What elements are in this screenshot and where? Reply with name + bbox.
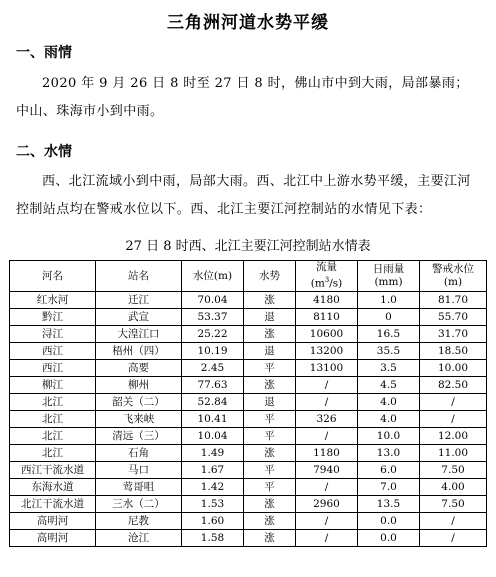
table-row [10, 343, 487, 360]
cell-river: 柳江 [10, 377, 96, 394]
cell-rainfall: 10.0 [358, 428, 420, 445]
cell-warning-level: 7.50 [420, 496, 487, 513]
cell-trend: 退 [244, 309, 296, 326]
cell-river: 北江 [10, 411, 96, 428]
cell-trend: 涨 [244, 292, 296, 309]
table-row [10, 462, 487, 479]
header-flow: 流量 $(m^3/s)$ [296, 261, 358, 292]
cell-water-level: 25.22 [182, 326, 244, 343]
cell-river: 北江 [10, 428, 96, 445]
cell-river: 红水河 [10, 292, 96, 309]
cell-rainfall: 4.5 [358, 377, 420, 394]
cell-station: 莺哥咀 [96, 479, 182, 496]
cell-warning-level: / [420, 394, 487, 411]
table-body [10, 292, 487, 547]
cell-trend: 平 [244, 411, 296, 428]
section-heading-water: 二、水情 [16, 144, 72, 160]
cell-warning-level: 18.50 [420, 343, 487, 360]
cell-water-level: 1.49 [182, 445, 244, 462]
cell-station: 武宣 [96, 309, 182, 326]
cell-rainfall: 35.5 [358, 343, 420, 360]
water-status-table [9, 260, 487, 547]
table-header-row [10, 261, 487, 292]
document-title: 三角洲河道水势平缓 [167, 13, 329, 33]
cell-flow: / [296, 479, 358, 496]
cell-water-level: 1.58 [182, 530, 244, 547]
cell-warning-level: 7.50 [420, 462, 487, 479]
cell-trend: 平 [244, 428, 296, 445]
cell-river: 浔江 [10, 326, 96, 343]
cell-rainfall: 13.5 [358, 496, 420, 513]
cell-warning-level: 55.70 [420, 309, 487, 326]
table-row [10, 394, 487, 411]
cell-river: 西江干流水道 [10, 462, 96, 479]
cell-river: 北江 [10, 445, 96, 462]
cell-warning-level: / [420, 513, 487, 530]
header-river: 河名 [10, 261, 96, 292]
cell-flow: 2960 [296, 496, 358, 513]
cell-warning-level: 12.00 [420, 428, 487, 445]
table-row [10, 513, 487, 530]
cell-water-level: 1.42 [182, 479, 244, 496]
table-row [10, 445, 487, 462]
cell-flow: 13100 [296, 360, 358, 377]
cell-station: 柳州 [96, 377, 182, 394]
cell-rainfall: 0 [358, 309, 420, 326]
cell-river: 西江 [10, 360, 96, 377]
cell-flow: / [296, 513, 358, 530]
cell-station: 三水（二） [96, 496, 182, 513]
cell-water-level: 1.53 [182, 496, 244, 513]
cell-rainfall: 6.0 [358, 462, 420, 479]
cell-flow: / [296, 530, 358, 547]
cell-station: 马口 [96, 462, 182, 479]
table-row [10, 326, 487, 343]
cell-water-level: 77.63 [182, 377, 244, 394]
cell-station: 韶关（二） [96, 394, 182, 411]
cell-river: 高明河 [10, 530, 96, 547]
cell-river: 黔江 [10, 309, 96, 326]
cell-flow: 8110 [296, 309, 358, 326]
cell-station: 迁江 [96, 292, 182, 309]
cell-station: 清远（三） [96, 428, 182, 445]
table-row [10, 428, 487, 445]
cell-river: 北江 [10, 394, 96, 411]
cell-trend: 涨 [244, 496, 296, 513]
cell-river: 西江 [10, 343, 96, 360]
cell-trend: 涨 [244, 513, 296, 530]
cell-water-level: 10.04 [182, 428, 244, 445]
cell-rainfall: 3.5 [358, 360, 420, 377]
cell-station: 高要 [96, 360, 182, 377]
cell-warning-level: 81.70 [420, 292, 487, 309]
table-row [10, 377, 487, 394]
section-heading-rain: 一、雨情 [16, 45, 72, 61]
cell-warning-level: 31.70 [420, 326, 487, 343]
cell-flow: 326 [296, 411, 358, 428]
table-row [10, 530, 487, 547]
cell-flow: / [296, 394, 358, 411]
cell-station: 梧州（四） [96, 343, 182, 360]
cell-river: 北江干流水道 [10, 496, 96, 513]
table-row [10, 360, 487, 377]
cell-water-level: 1.67 [182, 462, 244, 479]
cell-flow: 4180 [296, 292, 358, 309]
cell-flow: 1180 [296, 445, 358, 462]
header-level: 水位(m) [182, 261, 244, 292]
cell-station: 飞来峡 [96, 411, 182, 428]
cell-flow: / [296, 377, 358, 394]
header-trend: 水势 [244, 261, 296, 292]
cell-trend: 涨 [244, 326, 296, 343]
cell-warning-level: / [420, 411, 487, 428]
cell-water-level: 2.45 [182, 360, 244, 377]
cell-river: 高明河 [10, 513, 96, 530]
cell-water-level: 52.84 [182, 394, 244, 411]
water-paragraph: 西、北江流域小到中雨，局部大雨。西、北江中上游水势平缓，主要江河控制站点均在警戒水位以下。西、北江主要江河控制站的水情见下表： [16, 174, 471, 217]
cell-water-level: 1.60 [182, 513, 244, 530]
rain-paragraph: 2020 年 9 月 26 日 8 时至 27 日 8 时，佛山市中到大雨，局部暴雨；中山、珠海市小到中雨。 [16, 76, 469, 119]
cell-water-level: 53.37 [182, 309, 244, 326]
cell-rainfall: 4.0 [358, 394, 420, 411]
cell-station: 沧江 [96, 530, 182, 547]
table-row [10, 292, 487, 309]
table-row [10, 309, 487, 326]
cell-trend: 退 [244, 394, 296, 411]
cell-rainfall: 13.0 [358, 445, 420, 462]
cell-river: 东海水道 [10, 479, 96, 496]
cell-water-level: 10.19 [182, 343, 244, 360]
cell-rainfall: 0.0 [358, 513, 420, 530]
header-rainfall: 日雨量 (mm) [358, 261, 420, 292]
cell-trend: 退 [244, 343, 296, 360]
table-caption: 27 日 8 时西、北江主要江河控制站水情表 [125, 239, 371, 254]
cell-warning-level: 11.00 [420, 445, 487, 462]
cell-warning-level: 4.00 [420, 479, 487, 496]
header-warning-level: 警戒水位 (m) [420, 261, 487, 292]
cell-station: 大湟江口 [96, 326, 182, 343]
table-row [10, 496, 487, 513]
cell-flow: 13200 [296, 343, 358, 360]
cell-rainfall: 0.0 [358, 530, 420, 547]
cell-flow: / [296, 428, 358, 445]
cell-water-level: 10.41 [182, 411, 244, 428]
cell-trend: 涨 [244, 377, 296, 394]
header-station: 站名 [96, 261, 182, 292]
cell-station: 石角 [96, 445, 182, 462]
cell-rainfall: 1.0 [358, 292, 420, 309]
table-row [10, 479, 487, 496]
cell-flow: 7940 [296, 462, 358, 479]
cell-warning-level: 10.00 [420, 360, 487, 377]
cell-rainfall: 16.5 [358, 326, 420, 343]
cell-trend: 涨 [244, 530, 296, 547]
cell-trend: 平 [244, 360, 296, 377]
cell-station: 尼教 [96, 513, 182, 530]
cell-rainfall: 7.0 [358, 479, 420, 496]
cell-trend: 平 [244, 479, 296, 496]
cell-warning-level: 82.50 [420, 377, 487, 394]
cell-warning-level: / [420, 530, 487, 547]
cell-trend: 涨 [244, 445, 296, 462]
cell-water-level: 70.04 [182, 292, 244, 309]
table-row [10, 411, 487, 428]
cell-flow: 10600 [296, 326, 358, 343]
cell-trend: 平 [244, 462, 296, 479]
cell-rainfall: 4.0 [358, 411, 420, 428]
